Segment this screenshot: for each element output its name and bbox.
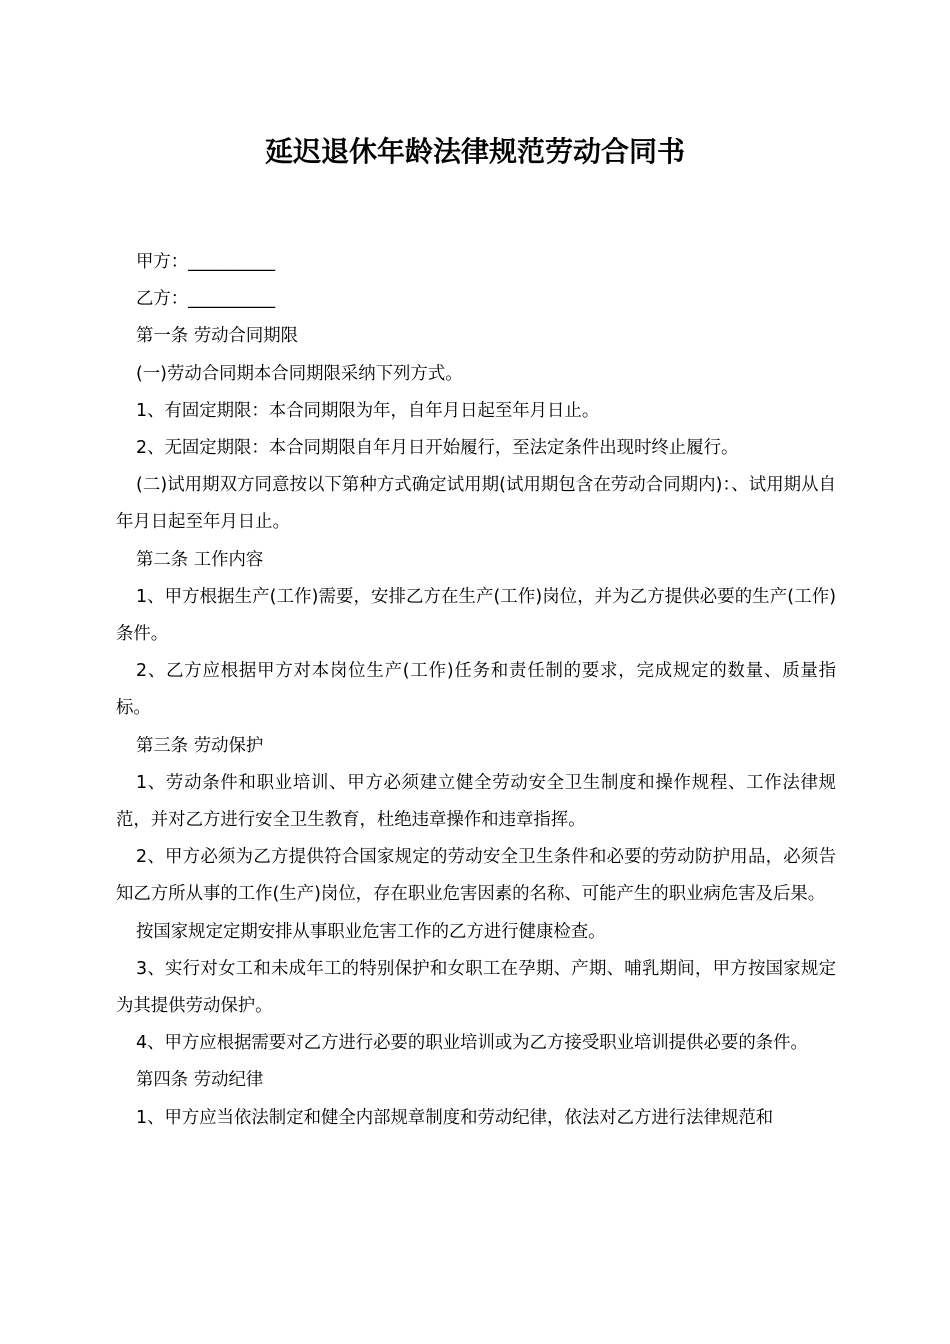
paragraph: 3、实行对女工和未成年工的特别保护和女职工在孕期、产期、哺乳期间，甲方按国家规定为其提供劳动保护。 [116,958,836,1017]
paragraph: 1、甲方根据生产(工作)需要，安排乙方在生产(工作)岗位，并为乙方提供必要的生产(工作)条件。 [116,586,836,645]
paragraph: 1、甲方应当依法制定和健全内部规章制度和劳动纪律，依法对乙方进行法律规范和 [136,1107,774,1128]
article-4-heading: 第四条 劳动纪律 [136,1070,264,1091]
article-1-heading: 第一条 劳动合同期限 [136,326,299,347]
paragraph: 4、甲方应根据需要对乙方进行必要的职业培训或为乙方接受职业培训提供必要的条件。 [136,1033,808,1054]
paragraph: 1、有固定期限：本合同期限为年，自年月日起至年月日止。 [136,400,600,421]
paragraph: 1、劳动条件和职业培训、甲方必须建立健全劳动安全卫生制度和操作规程、工作法律规范，并对乙方进行安全卫生教育，杜绝违章操作和违章指挥。 [116,772,836,831]
party-b-line: 乙方：__________ [136,289,276,310]
paragraph: 2、无固定期限：本合同期限自年月日开始履行，至法定条件出现时终止履行。 [136,438,739,459]
paragraph: (一)劳动合同期本合同期限采纳下列方式。 [136,363,463,384]
document-title: 延迟退休年龄法律规范劳动合同书 [264,135,685,168]
paragraph: 2、乙方应根据甲方对本岗位生产(工作)任务和责任制的要求，完成规定的数量、质量指标。 [116,661,836,719]
party-a-line: 甲方：__________ [136,252,276,272]
paragraph: 按国家规定定期安排从事职业危害工作的乙方进行健康检查。 [136,921,606,942]
paragraph: (二)试用期双方同意按以下第种方式确定试用期(试用期包含在劳动合同期内)：、试用期从自年月日起至年月日止。 [116,475,836,533]
paragraph: 2、甲方必须为乙方提供符合国家规定的劳动安全卫生条件和必要的劳动防护用品，必须告知乙方所从事的工作(生产)岗位，存在职业危害因素的名称、可能产生的职业病危害及后果。 [116,847,836,905]
article-3-heading: 第三条 劳动保护 [136,735,264,756]
article-2-heading: 第二条 工作内容 [136,549,264,570]
document-body [116,244,836,1137]
